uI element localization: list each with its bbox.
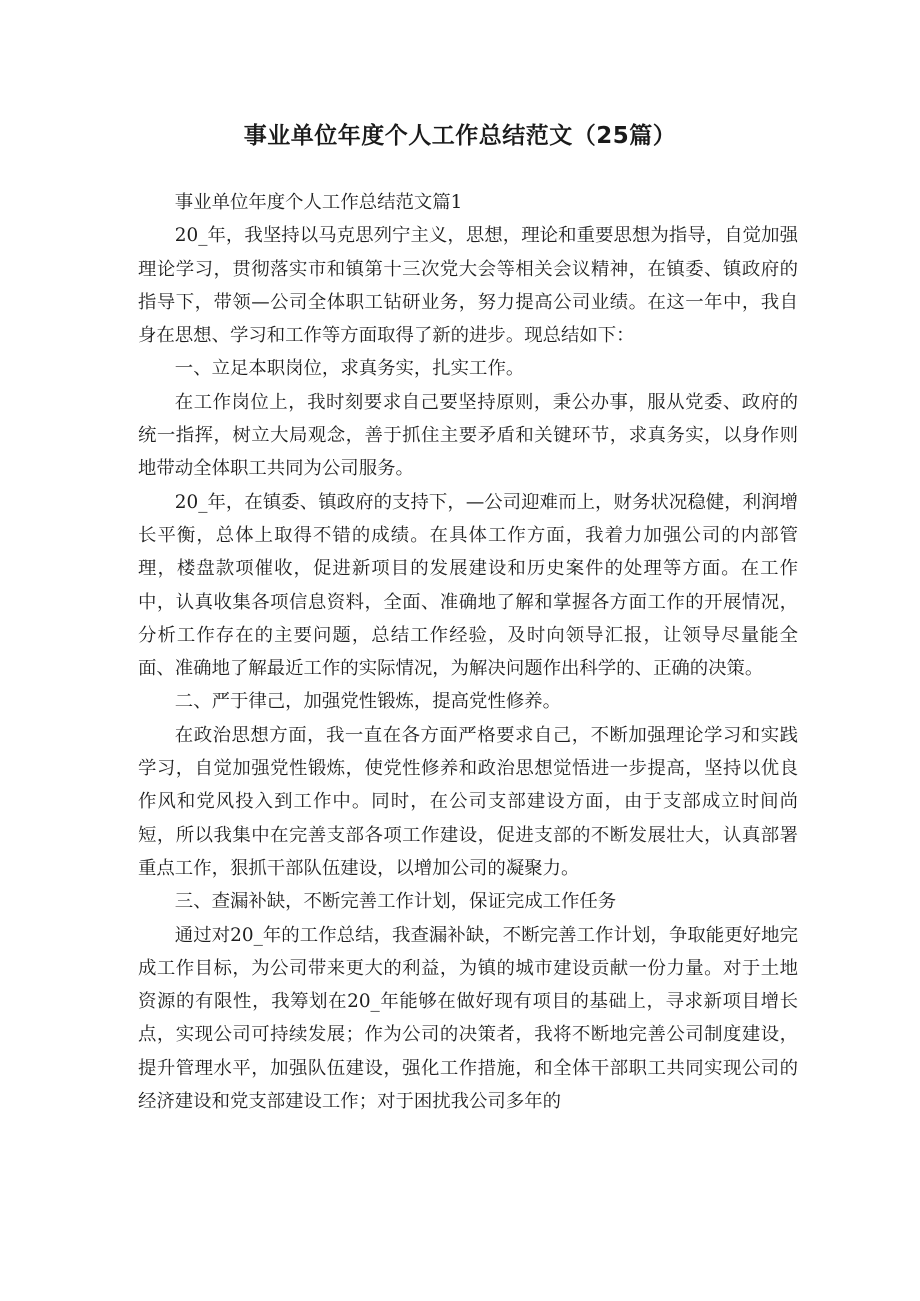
paragraph: 在工作岗位上，我时刻要求自己要坚持原则，秉公办事，服从党委、政府的统一指挥，树立大局观念，善于抓住主要矛盾和关键环节，求真务实，以身作则地带动全体职工共同为公司服务。 — [138, 391, 798, 480]
document-body — [138, 186, 798, 1118]
paragraph: 20_年，在镇委、镇政府的支持下，—公司迎难而上，财务状况稳健，利润增长平衡，总体上取得不错的成绩。在具体工作方面，我着力加强公司的内部管理，楼盘款项催收，促进新项目的发展建设和历史案件的处理等方面。在工作中，认真收集各项信息资料，全面、准确地了解和掌握各方面工作的开展情况，分析工作存在的主要问题，总结工作经验，及时向领导汇报，让领导尽量能全面、准确地了解最近工作的实际情况，为解决问题作出科学的、正确的决策。 — [138, 491, 798, 680]
section-heading: 三、查漏补缺，不断完善工作计划，保证完成工作任务 — [174, 891, 617, 913]
section-heading: 事业单位年度个人工作总结范文篇1 — [174, 192, 463, 213]
paragraph: 通过对20_年的工作总结，我查漏补缺，不断完善工作计划，争取能更好地完成工作目标，为公司带来更大的利益，为镇的城市建设贡献一份力量。对于土地资源的有限性，我筹划在20_年能够在做好现有项目的基础上，寻求新项目增长点，实现公司可持续发展；作为公司的决策者，我将不断地完善公司制度建设，提升管理水平，加强队伍建设，强化工作措施，和全体干部职工共同实现公司的经济建设和党支部建设工作；对于困扰我公司多年的 — [138, 924, 798, 1113]
section-heading: 一、立足本职岗位，求真务实，扎实工作。 — [174, 358, 525, 380]
paragraph: 20_年，我坚持以马克思列宁主义，思想，理论和重要思想为指导，自觉加强理论学习，贯彻落实市和镇第十三次党大会等相关会议精神，在镇委、镇政府的指导下，带领—公司全体职工钻研业务，努力提高公司业绩。在这一年中，我自身在思想、学习和工作等方面取得了新的进步。现总结如下： — [138, 225, 798, 347]
section-heading: 二、严于律己，加强党性锻炼，提高党性修养。 — [174, 691, 562, 713]
document-title: 事业单位年度个人工作总结范文（25篇） — [243, 123, 677, 149]
paragraph: 在政治思想方面，我一直在各方面严格要求自己，不断加强理论学习和实践学习，自觉加强党性锻炼，使党性修养和政治思想觉悟进一步提高，坚持以优良作风和党风投入到工作中。同时，在公司支部建设方面，由于支部成立时间尚短，所以我集中在完善支部各项工作建设，促进支部的不断发展壮大，认真部署重点工作，狠抓干部队伍建设，以增加公司的凝聚力。 — [138, 724, 798, 879]
